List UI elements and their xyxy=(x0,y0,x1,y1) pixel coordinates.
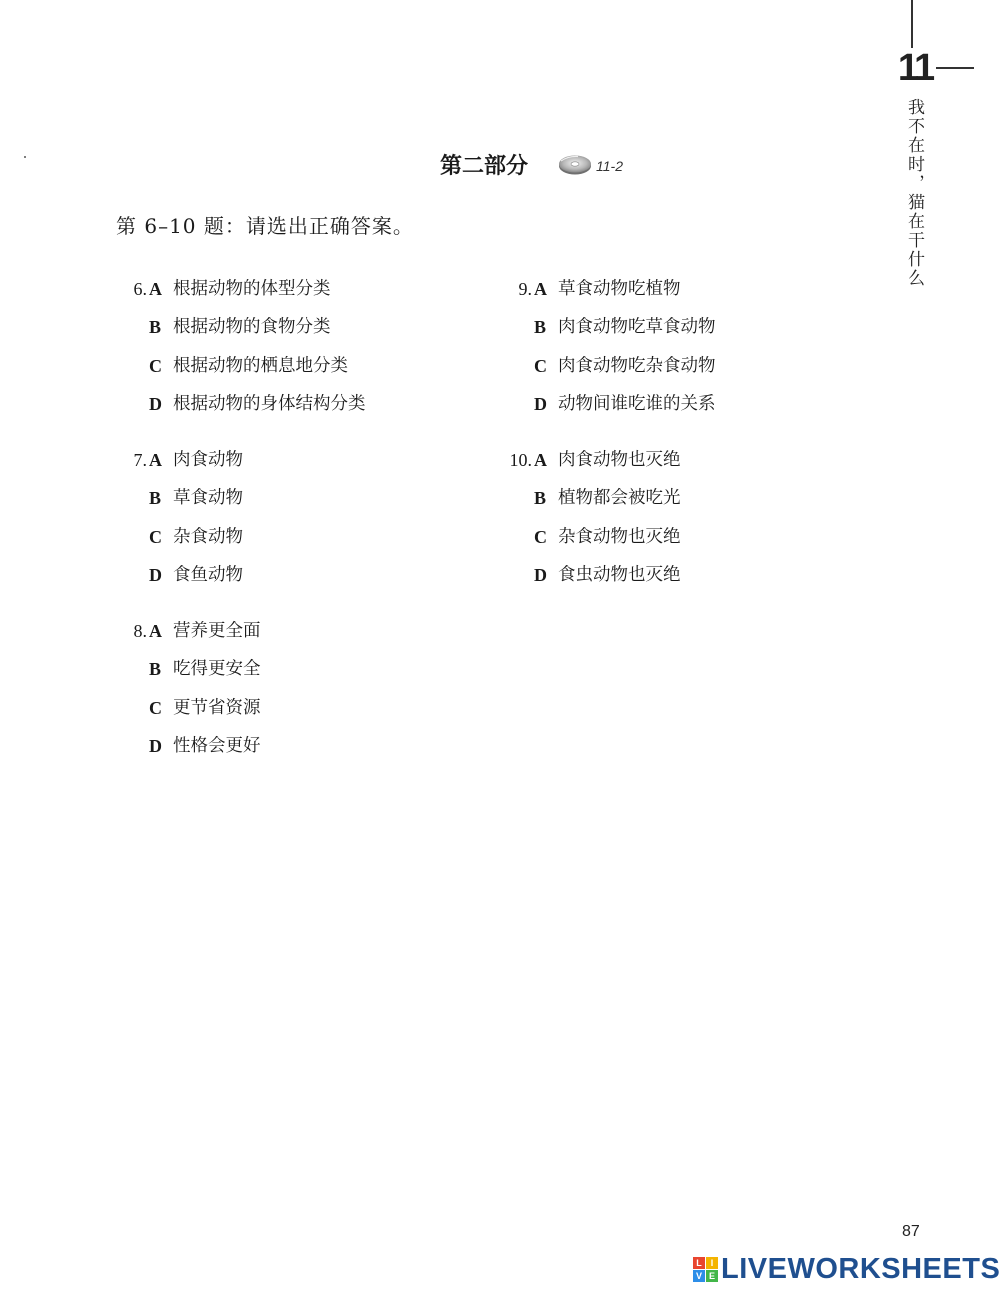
option-text: 根据动物的体型分类 xyxy=(173,279,331,299)
option-b[interactable] xyxy=(128,316,488,354)
option-c[interactable] xyxy=(513,526,873,564)
option-a[interactable] xyxy=(509,449,873,487)
option-text: 根据动物的栖息地分类 xyxy=(173,355,348,376)
option-text: 肉食动物吃杂食动物 xyxy=(558,355,716,376)
option-text: 食鱼动物 xyxy=(173,564,243,585)
logo-square: L xyxy=(693,1257,705,1269)
option-a[interactable] xyxy=(128,620,488,658)
option-text: 植物都会被吃光 xyxy=(558,488,681,509)
option-letter: B xyxy=(534,488,547,509)
question-9 xyxy=(513,278,873,431)
page-number: 87 xyxy=(902,1223,920,1240)
chapter-title: 我不在时，猫在干什么 xyxy=(904,98,924,288)
chapter-tab-line-horizontal xyxy=(936,67,974,69)
option-letter: A xyxy=(149,450,162,470)
section-title: 第二部分 xyxy=(440,152,529,179)
option-text: 营养更全面 xyxy=(173,621,261,641)
option-letter: D xyxy=(534,564,547,585)
option-letter: D xyxy=(149,564,162,585)
logo-square: E xyxy=(706,1270,718,1282)
option-b[interactable] xyxy=(513,487,873,525)
option-a[interactable] xyxy=(513,278,873,316)
liveworksheets-brand[interactable] xyxy=(693,1252,1000,1286)
option-c[interactable] xyxy=(128,355,488,393)
option-d[interactable] xyxy=(513,564,873,602)
question-8 xyxy=(128,620,488,773)
option-text: 根据动物的身体结构分类 xyxy=(173,393,366,414)
question-number: 9. xyxy=(518,279,532,299)
question-7 xyxy=(128,449,488,602)
option-letter: B xyxy=(534,317,547,338)
question-number: 7. xyxy=(133,450,147,470)
option-b[interactable] xyxy=(128,487,488,525)
logo-square: I xyxy=(706,1257,718,1269)
option-letter: A xyxy=(149,279,162,299)
audio-track-label: 11-2 xyxy=(596,158,623,174)
option-d[interactable] xyxy=(128,735,488,773)
instruction: 第 6–10 题：请选出正确答案。 xyxy=(116,214,414,238)
option-d[interactable] xyxy=(513,393,873,431)
option-b[interactable] xyxy=(128,658,488,696)
section-header xyxy=(440,148,623,180)
option-text: 吃得更安全 xyxy=(173,659,261,680)
option-text: 肉食动物吃草食动物 xyxy=(558,317,716,338)
option-letter: D xyxy=(149,393,162,414)
option-text: 草食动物 xyxy=(173,488,243,509)
option-letter: A xyxy=(534,450,547,470)
option-c[interactable] xyxy=(128,526,488,564)
question-10 xyxy=(509,449,873,602)
option-text: 食虫动物也灭绝 xyxy=(558,564,681,585)
option-d[interactable] xyxy=(128,393,488,431)
option-letter: C xyxy=(534,355,547,376)
chapter-number: 11 xyxy=(897,47,933,89)
option-letter: D xyxy=(534,393,547,414)
option-text: 根据动物的食物分类 xyxy=(173,317,331,338)
option-text: 杂食动物也灭绝 xyxy=(558,526,681,547)
brand-name: LIVEWORKSHEETS xyxy=(721,1252,1000,1285)
option-letter: A xyxy=(149,621,162,641)
option-text: 动物间谁吃谁的关系 xyxy=(558,393,716,414)
question-6 xyxy=(128,278,488,431)
logo-square: V xyxy=(693,1270,705,1282)
question-number: 6. xyxy=(133,279,147,299)
option-text: 草食动物吃植物 xyxy=(558,279,681,299)
option-letter: C xyxy=(149,355,162,376)
option-letter: B xyxy=(149,659,162,680)
question-number: 8. xyxy=(133,621,147,641)
option-letter: C xyxy=(149,697,162,718)
option-text: 肉食动物也灭绝 xyxy=(558,450,681,470)
option-text: 更节省资源 xyxy=(173,697,261,718)
option-letter: C xyxy=(149,526,162,547)
option-letter: C xyxy=(534,526,547,547)
option-c[interactable] xyxy=(513,355,873,393)
option-letter: B xyxy=(149,488,162,509)
liveworksheets-logo-icon xyxy=(693,1257,718,1282)
option-a[interactable] xyxy=(128,449,488,487)
option-b[interactable] xyxy=(513,316,873,354)
option-letter: B xyxy=(149,317,162,338)
option-text: 性格会更好 xyxy=(173,735,261,756)
chapter-tab-line-vertical xyxy=(911,0,913,48)
option-letter: A xyxy=(534,279,547,299)
option-a[interactable] xyxy=(128,278,488,316)
option-text: 杂食动物 xyxy=(173,526,243,547)
option-text: 肉食动物 xyxy=(173,450,243,470)
print-dot xyxy=(24,156,26,158)
option-c[interactable] xyxy=(128,697,488,735)
cd-icon[interactable] xyxy=(558,152,592,176)
option-letter: D xyxy=(149,735,162,756)
option-d[interactable] xyxy=(128,564,488,602)
question-number: 10. xyxy=(509,450,532,470)
